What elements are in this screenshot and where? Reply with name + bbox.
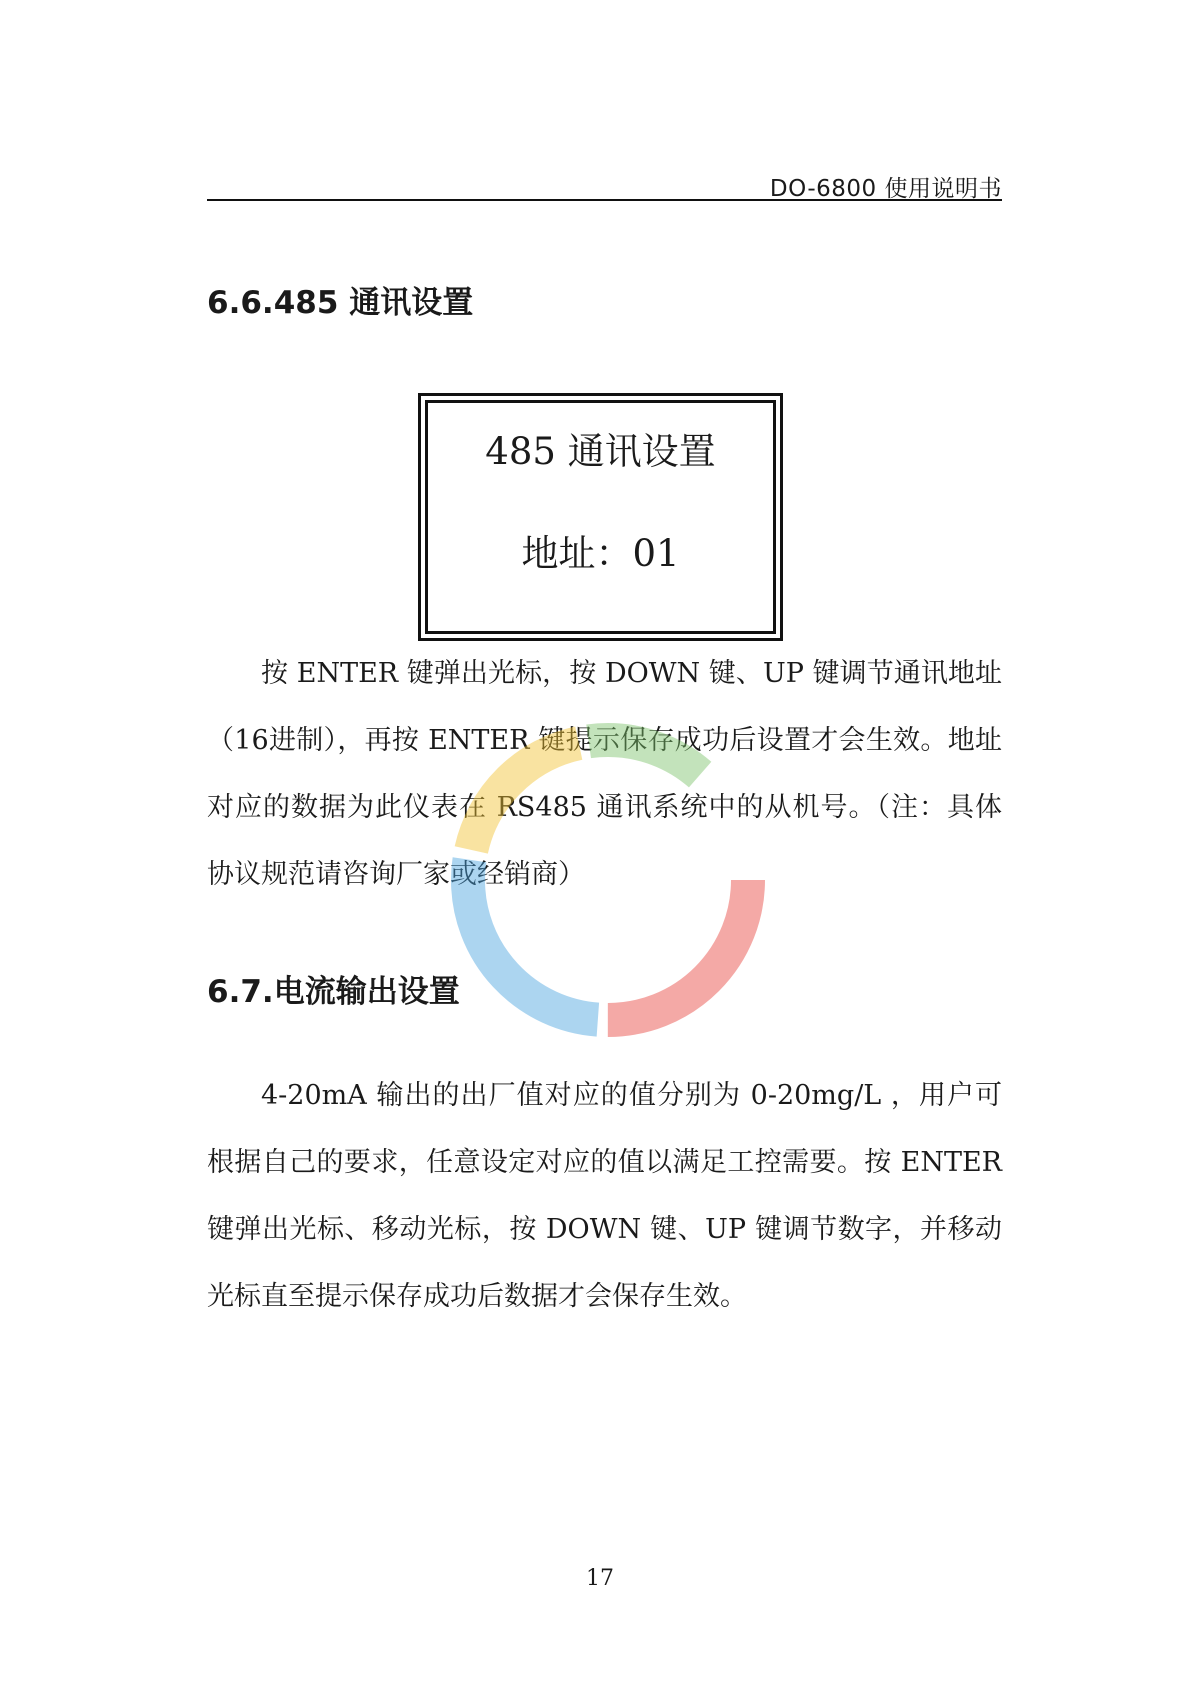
device-screen-inner-border: [425, 400, 776, 634]
screen-title: 485 通讯设置: [485, 430, 716, 473]
paragraph-current-output-instructions: 4-20mA 输出的出厂值对应的值分别为 0-20mg/L ，用户可根据自己的要求，任意设定对应的值以满足工控需要。按 ENTER 键弹出光标、移动光标，按 DOWN 键、UP 键调节数字，并移动光标直至提示保存成功后数据才会保存生效。: [207, 1080, 1002, 1312]
screen-address-line: 地址：01: [521, 532, 680, 575]
section-heading-485-communication: 6.6.485 通讯设置: [207, 285, 474, 321]
section-heading-current-output: 6.7.电流输出设置: [207, 974, 460, 1010]
device-screen-display: [418, 393, 783, 641]
page-number: 17: [586, 1566, 614, 1591]
paragraph-485-instructions: 按 ENTER 键弹出光标，按 DOWN 键、UP 键调节通讯地址（16进制），再按 ENTER 键提示保存成功后设置才会生效。地址对应的数据为此仪表在 RS485 通讯系统中的从机号。（注：具体协议规范请咨询厂家或经销商）: [207, 658, 1002, 890]
header-divider: [207, 199, 1002, 201]
document-header-title: DO-6800 使用说明书: [769, 176, 1002, 202]
